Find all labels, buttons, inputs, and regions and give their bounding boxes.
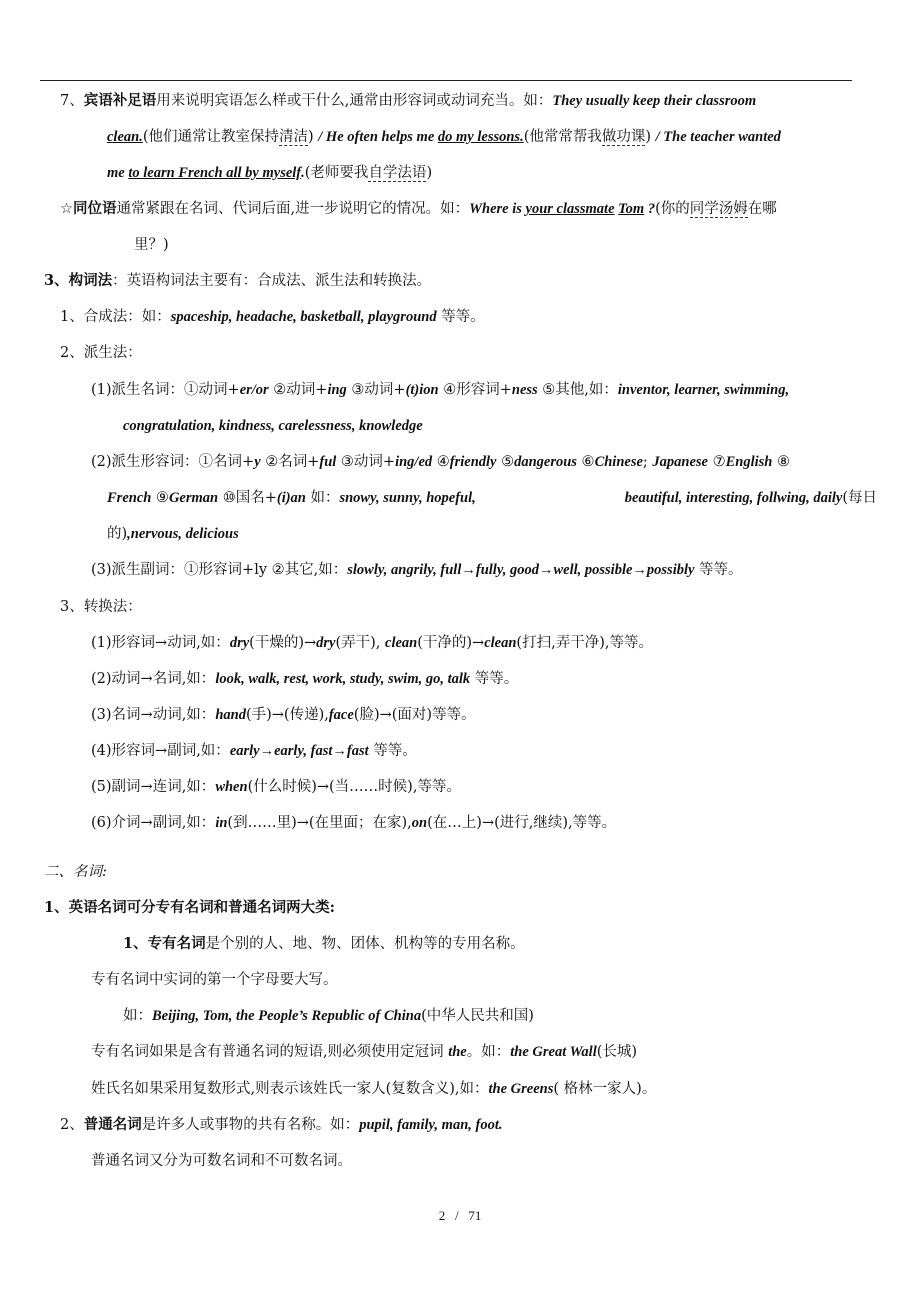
text-line: 如：Beijing, Tom, the People’s Republic of China(中华人民共和国) — [123, 1008, 534, 1024]
text-line: (3)派生副词：①形容词+ly ②其它,如：slowly, angrily, full→fully, good→well, possible→possibly 等等。 — [91, 562, 743, 578]
text-line: (2)派生形容词：①名词+y ②名词+ful ③动词+ing/ed ④friendly ⑤dangerous ⑥Chinese; Japanese ⑦English ⑧ — [91, 454, 790, 470]
text-line: (2)动词→名词,如：look, walk, rest, work, study, swim, go, talk 等等。 — [91, 671, 519, 687]
page-number: 2 / 71 — [438, 1208, 482, 1223]
text-line: (5)副词→连词,如：when(什么时候)→(当……时候),等等。 — [91, 779, 461, 795]
text-line: 2、普通名词是许多人或事物的共有名称。如：pupil, family, man, foot. — [60, 1116, 503, 1133]
text-line: (1)派生名词：①动词+er/or ②动词+ing ③动词+(t)ion ④形容词+ness ⑤其他,如：inventor, learner, swimming, — [91, 382, 790, 398]
section-heading: 二、名词: — [44, 864, 107, 880]
text-line: (3)名词→动词,如：hand(手)→(传递),face(脸)→(面对)等等。 — [91, 707, 476, 723]
text-line: 普通名词又分为可数名词和不可数名词。 — [91, 1153, 352, 1169]
text-line: me to learn French all by myself.(老师要我自学法语) — [107, 165, 433, 181]
text-line: (6)介词→副词,如：in(到……里)→(在里面；在家),on(在…上)→(进行,继续),等等。 — [91, 815, 617, 831]
text-line: ☆同位语通常紧跟在名词、代词后面,进一步说明它的情况。如：Where is your classmate Tom ?(你的同学汤姆在哪 — [60, 200, 777, 217]
text-line: 7、宾语补足语用来说明宾语怎么样或干什么,通常由形容词或动词充当。如：They usually keep their classroom — [60, 92, 757, 109]
text-line: 3、转换法： — [60, 599, 142, 615]
text-line: 1、专有名词是个别的人、地、物、团体、机构等的专用名称。 — [123, 935, 525, 952]
header-rule — [40, 80, 852, 81]
text-line: 里？) — [134, 237, 169, 253]
text-line: (1)形容词→动词,如：dry(干燥的)→dry(弄干), clean(干净的)→clean(打扫,弄干净),等等。 — [91, 635, 653, 651]
text-line: 专有名词如果是含有普通名词的短语,则必须使用定冠词 the。如：the Great Wall(长城) — [91, 1044, 638, 1060]
section-heading: 3、构词法：英语构词法主要有：合成法、派生法和转换法。 — [44, 272, 432, 289]
text-line: 专有名词中实词的第一个字母要大写。 — [91, 972, 338, 988]
text-line: (4)形容词→副词,如：early→early, fast→fast 等等。 — [91, 743, 417, 759]
text-line: French ⑨German ⑩国名+(i)an 如：snowy, sunny, hopeful, beautiful, interesting, follwing, daily(每日 — [107, 490, 877, 506]
text-line: 姓氏名如果采用复数形式,则表示该姓氏一家人(复数含义),如：the Greens( 格林一家人)。 — [91, 1081, 657, 1097]
text-line: 2、派生法： — [60, 345, 142, 361]
section-heading: 1、英语名词可分专有名词和普通名词两大类: — [44, 899, 335, 916]
text-line: clean.(他们通常让教室保持清洁) / He often helps me do my lessons.(他常常帮我做功课) / The teacher wanted — [107, 129, 781, 145]
text-line: 1、合成法：如：spaceship, headache, basketball, playground 等等。 — [60, 309, 485, 325]
text-line: congratulation, kindness, carelessness, knowledge — [123, 418, 423, 434]
text-line: 的),nervous, delicious — [107, 526, 239, 542]
